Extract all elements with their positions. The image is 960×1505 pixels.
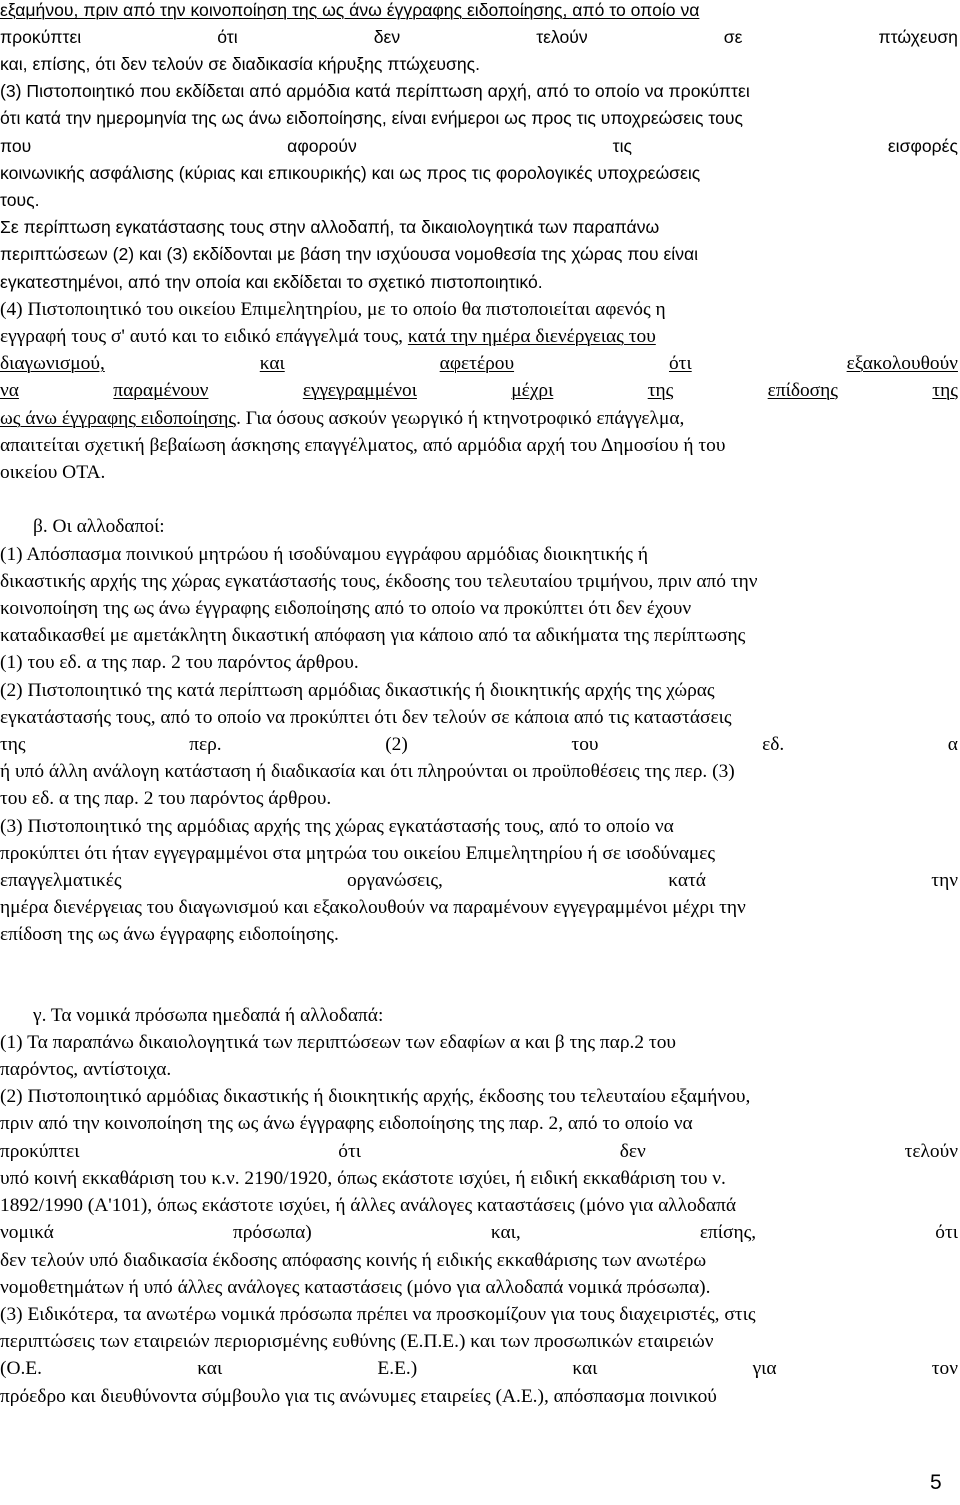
line-text-part: απαιτείται σχετική βεβαίωση άσκησης επαγγέλματος, από αρμόδια αρχή του Δημοσίου ή του [0,435,726,456]
line-text-part: κοινοποίηση της ως άνω έγγραφης ειδοποίησης από το οποίο να προκύπτει ότι δεν έχουν [0,598,692,619]
line-text [0,326,656,348]
word: επίσης, [699,1222,757,1243]
text-line [0,897,958,924]
line-text-part: προκύπτει ότι ήταν εγγεγραμμένοι στα μητρώα του οικείου Επιμελητηρίου ή σε ισοδύναμες [0,843,716,864]
text-line [0,1386,958,1413]
word: αφορούν [287,136,357,156]
line-text-part: οικείου ΟΤΑ. [0,462,106,483]
line-text [0,408,684,430]
line-text-part: (3) Πιστοποιητικό της αρμόδιας αρχής της χώρας εγκατάστασής τους, από το οποίο να [0,816,674,837]
line-text [0,244,698,265]
text-line [0,108,958,135]
text-line [33,516,960,543]
blank-line [0,490,958,517]
line-text-part: κοινωνικής ασφάλισης (κύριας και επικουρικής) και ως προς τις φορολογικές υποχρεώσεις [0,163,701,183]
text-line [0,408,958,435]
line-text-part: νομοθετημάτων ή υπό άλλες ανάλογες καταστάσεις (μόνο για αλλοδαπά νομικά πρόσωπα). [0,1277,711,1298]
text-line [33,1005,960,1032]
word: οργανώσεις, [346,870,443,891]
text-line [0,326,958,353]
line-text [0,707,732,729]
line-text-part: 1892/1990 (Α'101), όπως εκάστοτε ισχύει, ή άλλες ανάλογες καταστάσεις (μόνο για αλλοδαπά [0,1195,737,1216]
text-line [0,1032,958,1059]
word: της [932,380,958,401]
text-line [0,217,958,244]
text-line [0,598,958,625]
word: του [571,734,599,755]
word: της [0,734,26,755]
line-text [0,272,543,293]
line-text [0,1277,710,1299]
line-text-part: περιπτώσεων (2) και (3) εκδίδονται με βάση την ισχύουσα νομοθεσία της χώρας που είναι [0,244,699,264]
word: πτώχευση [878,27,958,47]
word: διαγωνισμού, [0,353,105,374]
line-text-part: (3) Πιστοποιητικό που εκδίδεται από αρμόδια κατά περίπτωση αρχή, από το οποίο να προκύπτει [0,81,750,101]
word: κατά [668,870,706,891]
word: και, [490,1222,521,1243]
line-text [0,1386,717,1408]
text-line [0,353,958,380]
word: ότι [935,1222,958,1243]
text-line [0,244,958,271]
underlined-text: κατά την ημέρα διενέργειας του [407,326,656,347]
text-line [0,1277,958,1304]
word: α [947,734,958,755]
text-line [0,1168,958,1195]
line-text-part: τους. [0,190,40,210]
line-text [0,625,745,647]
line-text [0,1331,714,1353]
text-line [0,843,958,870]
line-text [0,1059,171,1081]
text-line [0,1358,958,1385]
text-line [0,0,958,27]
word: που [0,136,32,156]
line-text [0,108,743,129]
line-text [0,924,339,946]
text-line [0,1195,958,1222]
line-text-part: εγκατεστημένοι, από την οποία και εκδίδεται το σχετικό πιστοποιητικό. [0,272,543,292]
line-text-part: πρόεδρο και διευθύνοντα σύμβουλο για τις ανώνυμες εταιρείες (Α.Ε.), απόσπασμα ποινικού [0,1386,717,1407]
line-text [0,217,659,238]
word: για [752,1358,777,1379]
text-line [0,571,958,598]
line-text-part: του εδ. α της παρ. 2 του παρόντος άρθρου. [0,788,332,809]
line-text-part: Σε περίπτωση εγκατάστασης τους στην αλλοδαπή, τα δικαιολογητικά των παραπάνω [0,217,660,237]
line-text [0,1086,750,1108]
text-line [0,136,958,163]
line-text-part: . Για όσους ασκούν γεωργικό ή κτηνοτροφικό επάγγελμα, [236,408,685,429]
word: (2) [385,734,408,755]
line-text-part: (2) Πιστοποιητικό αρμόδιας δικαστικής ή διοικητικής αρχής, έκδοσης του τελευταίου εξαμήνου, [0,1086,751,1107]
line-text [0,544,648,566]
line-text-part: δικαστικής αρχής της χώρας εγκατάστασής τους, έκδοσης του τελευταίου τριμήνου, πριν από την [0,571,758,592]
line-text [0,0,699,21]
word: εγγεγραμμένοι [302,380,417,401]
line-text [0,1195,736,1217]
line-text-part: και, επίσης, ότι δεν τελούν σε διαδικασία κήρυξης πτώχευσης. [0,54,481,74]
text-line [0,27,958,54]
text-line [0,380,958,407]
line-text-part: ή υπό άλλη ανάλογη κατάσταση ή διαδικασία και ότι πληρούνται οι προϋποθέσεις της περ. (3) [0,761,735,782]
blank-line [0,952,958,979]
line-text [0,54,480,75]
line-text-part: επίδοση της ως άνω έγγραφης ειδοποίησης. [0,924,339,945]
word: και [197,1358,223,1379]
text-line [0,1250,958,1277]
line-text [33,1005,383,1027]
line-text-part: (4) Πιστοποιητικό του οικείου Επιμελητηρίου, με το οποίο θα πιστοποιείται αφενός η [0,299,666,320]
word: Ε.Ε.) [377,1358,418,1379]
line-text [0,1304,756,1326]
word: ότι [668,353,692,374]
word: εξακολουθούν [846,353,958,374]
line-text-part: (3) Ειδικότερα, τα ανωτέρω νομικά πρόσωπα πρέπει να προσκομίζουν για τους διαχειριστές, στις [0,1304,756,1325]
word: νομικά [0,1222,54,1243]
text-line [0,761,958,788]
text-line [0,544,958,571]
line-text-part: παρόντος, αντίστοιχα. [0,1059,172,1080]
text-line [0,1086,958,1113]
text-line [0,462,958,489]
word: ότι [217,27,238,47]
line-text-part: ότι κατά την ημερομηνία της ως άνω ειδοποίησης, είναι ενήμεροι ως προς τις υποχρεώσεις τους [0,108,743,128]
line-text [0,462,105,484]
word: ότι [338,1141,361,1162]
line-text [0,1032,676,1054]
text-line [0,190,958,217]
text-line [0,1331,958,1358]
line-text-part: δεν τελούν υπό διαδικασία έκδοσης απόφασης κοινής ή ειδικής εκκαθάρισης των ανωτέρω [0,1250,707,1271]
word: της [647,380,674,401]
word: πρόσωπα) [232,1222,312,1243]
line-text [0,761,735,783]
text-line [0,1141,958,1168]
line-text-part: β. Οι αλλοδαποί: [33,516,165,537]
word: και [572,1358,598,1379]
line-text [0,163,700,184]
text-line [0,163,958,190]
line-text-part: εγκατάστασής τους, από το οποίο να προκύπτει ότι δεν τελούν σε κάποια από τις καταστάσεις [0,707,732,728]
line-text-part: ημέρα διενέργειας του διαγωνισμού και εξακολουθούν να παραμένουν εγγεγραμμένοι μέχρι την [0,897,746,918]
page-number: 5 [930,1471,942,1494]
line-text-part: εγγραφή τους σ' αυτό και το ειδικό επάγγελμά τους, [0,326,408,347]
line-text-part: πριν από την κοινοποίηση της ως άνω έγγραφης ειδοποίησης της παρ. 2, από το οποίο να [0,1113,693,1134]
word: επαγγελματικές [0,870,122,891]
line-text [0,435,725,457]
word: τον [931,1358,958,1379]
line-text [0,598,691,620]
word: (Ο.Ε. [0,1358,43,1379]
text-line [0,54,958,81]
text-line [0,816,958,843]
word: δεν [373,27,401,47]
text-line [0,435,958,462]
line-text [33,516,165,538]
word: προκύπτει [0,1141,80,1162]
word: τις [612,136,632,156]
text-line [0,81,958,108]
line-text [0,680,715,702]
text-line [0,1113,958,1140]
word: τελούν [536,27,588,47]
line-text-part: καταδικασθεί με αμετάκλητη δικαστική απόφαση για κάποιο από τα αδικήματα της περίπτωσης [0,625,746,646]
line-text [0,788,331,810]
word: και [259,353,285,374]
line-text [0,843,715,865]
word: επίδοσης [767,380,838,401]
line-text [0,816,674,838]
text-line [0,680,958,707]
word: εισφορές [887,136,958,156]
text-line [0,924,958,951]
word: την [931,870,958,891]
word: προκύπτει [0,27,82,47]
word: τελούν [904,1141,958,1162]
word: να [0,380,19,401]
word: παραμένουν [113,380,209,401]
line-text-part: (1) Τα παραπάνω δικαιολογητικά των περιπτώσεων των εδαφίων α και β της παρ.2 του [0,1032,677,1053]
word: εδ. [762,734,785,755]
word: αφετέρου [439,353,515,374]
line-text [0,190,39,211]
line-text [0,299,666,321]
line-text-part: (1) του εδ. α της παρ. 2 του παρόντος άρθρου. [0,652,359,673]
text-line [0,788,958,815]
line-text-part: υπό κοινή εκκαθάριση του κ.ν. 2190/1920, όπως εκάστοτε ισχύει, ή ειδική εκκαθάριση του ν. [0,1168,726,1189]
text-line [0,734,958,761]
text-line [0,652,958,679]
line-text [0,1168,726,1190]
line-text [0,1113,693,1135]
line-text [0,652,359,674]
text-line [0,299,958,326]
text-line [0,625,958,652]
word: μέχρι [511,380,554,401]
line-text-part: (1) Απόσπασμα ποινικού μητρώου ή ισοδύναμου εγγράφου αρμόδιας διοικητικής ή [0,544,648,565]
line-text-part: περιπτώσεις των εταιρειών περιορισμένης ευθύνης (Ε.Π.Ε.) και των προσωπικών εταιρειών [0,1331,714,1352]
word: δεν [619,1141,646,1162]
line-text-part: εξαμήνου, πριν από την κοινοποίηση της ως άνω έγγραφης ειδοποίησης, από το οποίο να [0,0,700,20]
text-line [0,1222,958,1249]
line-text [0,897,746,919]
line-text [0,1250,706,1272]
underlined-text: ως άνω έγγραφης ειδοποίησης [0,408,237,429]
line-text [0,81,750,102]
word: περ. [189,734,222,755]
text-line [0,1059,958,1086]
line-text [0,571,758,593]
word: σε [723,27,743,47]
text-line [0,1304,958,1331]
line-text-part: (2) Πιστοποιητικό της κατά περίπτωση αρμόδιας δικαστικής ή διοικητικής αρχής της χώρας [0,680,715,701]
text-line [0,870,958,897]
text-line [0,707,958,734]
text-line [0,272,958,299]
line-text-part: γ. Τα νομικά πρόσωπα ημεδαπά ή αλλοδαπά: [33,1005,384,1026]
